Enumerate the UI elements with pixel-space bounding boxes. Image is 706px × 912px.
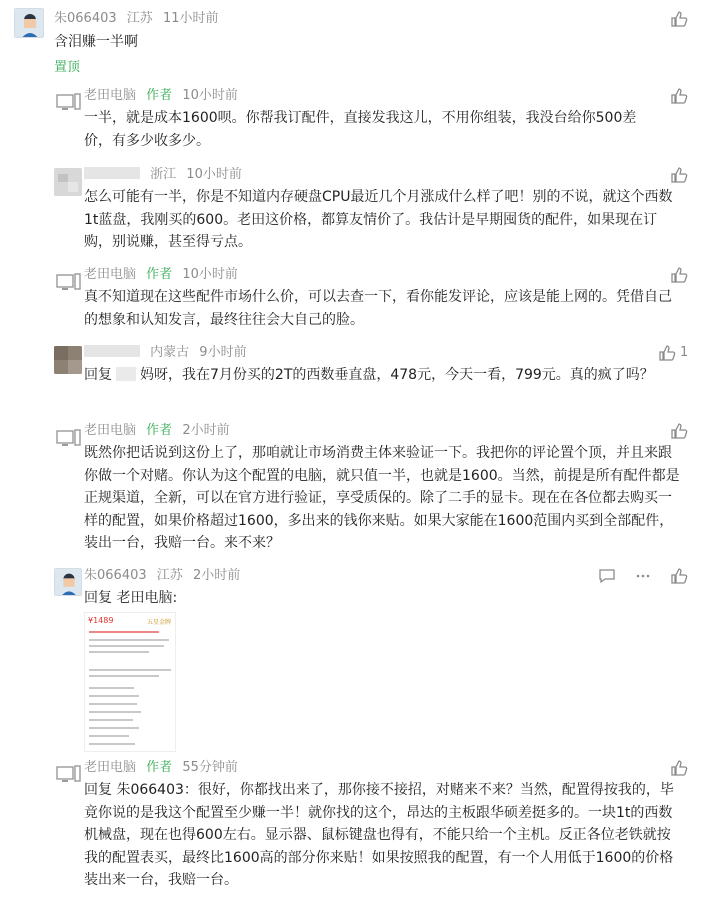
image-text-line [89,687,134,689]
user-name[interactable]: 老田电脑 [84,88,137,103]
author-badge: 作者 [146,760,173,775]
user-name[interactable]: 朱066403 [84,568,147,583]
pinned-badge: 置顶 [54,60,81,75]
avatar[interactable] [54,168,82,196]
reply-prefix: 回复 [84,367,112,383]
avatar[interactable] [54,760,82,788]
like-icon[interactable] [670,422,688,440]
timestamp: 2小时前 [182,423,230,438]
image-text-line [89,695,139,697]
comment-meta [84,344,247,362]
image-text-line [89,727,139,729]
image-text-line [89,743,135,745]
location: 浙江 [150,167,177,182]
like-icon[interactable] [658,344,676,362]
image-text-line [89,735,129,737]
avatar[interactable] [54,568,82,596]
author-badge: 作者 [146,423,173,438]
more-icon[interactable] [634,567,652,585]
image-text-line [89,711,141,713]
like-icon[interactable] [670,759,688,777]
person-avatar-icon [55,569,82,596]
reply-body: 妈呀，我在7月份买的2T的西数垂直盘，478元，今天一看，799元。真的疯了吗？ [140,367,654,383]
image-text-line [89,651,149,653]
person-avatar-icon [15,9,44,38]
comment-meta [84,567,240,585]
comment-text: 既然你把话说到这份上了，那咱就让市场消费主体来验证一下。我把你的评论置个顶，并且来跟你做一个对赌。你认为这个配置的电脑，就只值一半，也就是1600。当然，前提是所有配件都是正规渠道，全新，可以在官方进行验证，享受质保的。除了二手的显卡。现在在各位都去购买一样的配置，如果价格超过1600，多出来的钱你来贴。如果大家能在1600范围内买到全部配件，装出一台，我赔一台。来不来？ [84,445,680,551]
author-badge: 作者 [146,267,173,282]
like-icon[interactable] [670,266,688,284]
timestamp: 10小时前 [182,267,238,282]
image-text-line [89,631,159,633]
avatar[interactable] [54,346,82,374]
avatar[interactable] [54,268,82,296]
computer-avatar-icon [54,760,82,788]
avatar[interactable] [54,424,82,452]
user-name-redacted[interactable] [84,345,140,357]
author-badge: 作者 [146,88,173,103]
comment-meta [54,10,218,28]
location: 内蒙古 [150,345,190,360]
image-text-line [89,675,159,677]
comment-meta [84,422,230,440]
comment-text: 怎么可能有一半，你是不知道内存硬盘CPU最近几个月涨成什么样了吧！别的不说，就这个西数1t蓝盘，我刚买的600。老田这价格，都算友情价了。我估计是早期囤货的配件，如果现在订购，别说赚，甚至得亏点。 [84,189,673,250]
comment-meta [84,759,238,777]
comment-meta [84,266,238,284]
timestamp: 55分钟前 [182,760,238,775]
image-text-line [89,669,171,671]
user-name[interactable]: 老田电脑 [84,760,137,775]
like-icon[interactable] [670,567,688,585]
computer-avatar-icon [54,424,82,452]
location: 江苏 [156,568,183,583]
image-text-line [89,719,133,721]
comment-text: 一半，就是成本1600呗。你帮我订配件，直接发我这儿，不用你组装，我没台给你500差价，有多少收多少。 [84,110,637,149]
comment-meta [84,87,238,105]
timestamp: 11小时前 [162,11,219,26]
comment-text: 真不知道现在这些配件市场什么价，可以去查一下，看你能发评论，应该是能上网的。凭借自己的想象和认知发言，最终往往会大自己的脸。 [84,289,672,328]
blurred-avatar-icon [54,168,82,196]
avatar[interactable] [54,88,82,116]
user-name-redacted[interactable] [84,167,140,179]
image-price: ¥1489 [88,616,114,625]
comment-text: 回复 老田电脑: [84,590,178,606]
image-text-line [89,639,169,641]
reply-icon[interactable] [598,567,616,585]
timestamp: 10小时前 [182,88,238,103]
mention-redacted[interactable] [116,367,136,381]
location: 江苏 [126,11,153,26]
timestamp: 10小时前 [186,167,242,182]
image-tag: 五星金牌 [146,619,171,626]
comment-text [84,364,680,387]
like-icon[interactable] [670,166,688,184]
blurred-avatar-icon [54,346,82,374]
timestamp: 9小时前 [199,345,247,360]
like-icon[interactable] [670,87,688,105]
computer-avatar-icon [54,268,82,296]
user-name[interactable]: 朱066403 [54,11,117,26]
avatar[interactable] [14,8,44,38]
user-name[interactable]: 老田电脑 [84,267,137,282]
image-text-line [89,645,164,647]
comment-text: 回复 朱066403：很好，你都找出来了，那你接不接招，对赌来不来？当然，配置得按我的，毕竟你说的是我这个配置至少赚一半！就你找的这个，昂达的主板跟华硕差挺多的。一块1t的西数机械盘，现在也得600左右。显示器、鼠标键盘也得有，不能只给一个主机。反正各位老铁就按我的配置表买，最终比1600高的部分你来贴！如果按照我的配置，有一个人用低于1600的价格装出来一台，我赔一台。 [84,782,674,888]
user-name[interactable]: 老田电脑 [84,423,137,438]
timestamp: 2小时前 [192,568,241,583]
comment-text: 含泪赚一半啊 [54,34,138,50]
computer-avatar-icon [54,88,82,116]
comment-meta [84,166,242,184]
attached-screenshot[interactable] [84,612,176,752]
like-icon[interactable] [670,10,688,28]
like-count: 1 [680,345,689,360]
image-text-line [89,703,137,705]
